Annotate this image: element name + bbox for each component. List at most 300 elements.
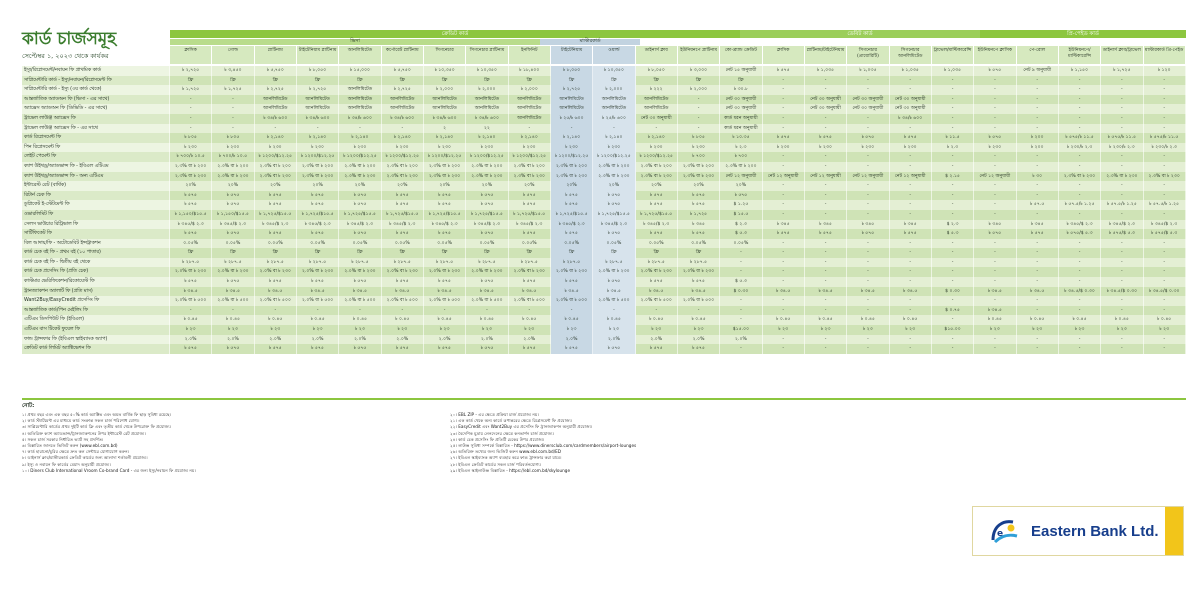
- table-cell: ২.০% বা ৳ ২৩০: [255, 267, 297, 277]
- table-cell: নেট ৩০ অনুযায়ী: [890, 95, 932, 105]
- table-cell: ৳ ১,৭২৫/$১৫.৫: [466, 210, 508, 220]
- table-cell: ২.০% বা ৳ ৫০০: [593, 296, 635, 306]
- table-cell: ৳ ৩৪৫: [974, 220, 1016, 230]
- table-cell: ৳ ০.৪৫: [805, 315, 847, 325]
- table-cell: ২.৩% বা ৳ ২০০: [678, 162, 720, 172]
- row-label: ডুপ্লিকেট ই-স্টেটমেন্ট ফি: [22, 200, 170, 210]
- table-cell: -: [1017, 239, 1059, 249]
- table-row: [22, 66, 1186, 76]
- table-cell: -: [1059, 85, 1101, 95]
- table-cell: ২.০% বা ৳ ৫০০: [466, 296, 508, 306]
- table-cell: -: [509, 306, 551, 316]
- table-cell: -: [1101, 248, 1143, 258]
- table-cell: -: [890, 344, 932, 354]
- bank-name: Eastern Bank Ltd.: [1031, 522, 1159, 540]
- table-cell: ৳ ৫৭৫: [974, 229, 1016, 239]
- table-cell: ৳ ৫৭৫: [170, 191, 212, 201]
- table-cell: ৳ ২,১৪০: [466, 133, 508, 143]
- table-cell: ৳ ২,৭২৫: [297, 85, 339, 95]
- note-line: ২৮। ইবিএল ক্রেডিট কার্ডের সকল চার্জ পরিবর্তনযোগ্য।: [450, 461, 542, 467]
- table-cell: ফ্রি: [382, 248, 424, 258]
- table-cell: ২.৩% বা ৳ ২০০: [339, 162, 381, 172]
- table-row: [22, 133, 1186, 143]
- table-cell: ৳ ০.৪৫: [636, 315, 678, 325]
- table-cell: ৳ ২৩০: [890, 143, 932, 153]
- table-cell: ৳ ২৩: [1059, 325, 1101, 335]
- notes-left-column: [22, 412, 442, 474]
- table-cell: -: [847, 335, 889, 345]
- table-cell: নেট ৩০ অনুযায়ী: [890, 104, 932, 114]
- table-cell: $ ৫.৩: [720, 277, 762, 287]
- note-line: ২৪। কার্ড চেক প্রসেসিং ফি প্রতিটি চেকের উপর প্রযোজ্য।: [450, 436, 545, 442]
- table-cell: ৳ ৫৭৫: [466, 229, 508, 239]
- table-cell: ৳ ১২০০/$১২.২৫: [636, 152, 678, 162]
- table-cell: ৳ ৫৭৫: [170, 344, 212, 354]
- table-cell: ৳ ৩৪.৫: [255, 287, 297, 297]
- row-label: পিন রিপ্লেসমেন্ট ফি: [22, 143, 170, 153]
- table-cell: -: [932, 114, 974, 124]
- table-cell: ৳ ০.৪৫: [212, 315, 254, 325]
- table-cell: ৳ ৫৭৫: [636, 191, 678, 201]
- table-cell: ৳ ৫৭৫: [382, 277, 424, 287]
- table-cell: ২.০% বা ৳ ৫০০: [678, 296, 720, 306]
- table-cell: ফ্রি: [339, 248, 381, 258]
- table-cell: -: [212, 114, 254, 124]
- table-cell: ২.০%: [255, 335, 297, 345]
- table-cell: -: [678, 95, 720, 105]
- table-cell: -: [1059, 76, 1101, 86]
- table-cell: ৳ ৩,৪৫০: [212, 66, 254, 76]
- table-row: [22, 114, 1186, 124]
- table-cell: -: [805, 306, 847, 316]
- table-cell: ২.০% বা ৳ ২৩০: [466, 267, 508, 277]
- table-cell: কার্ড ধরন অনুযায়ী: [720, 114, 762, 124]
- table-cell: -: [847, 85, 889, 95]
- table-cell: ৳ ৩৪৫: [890, 220, 932, 230]
- table-cell: -: [1144, 296, 1186, 306]
- table-cell: -: [1101, 181, 1143, 191]
- table-cell: -: [805, 200, 847, 210]
- table-cell: -: [170, 124, 212, 134]
- table-cell: নেট ১২ অনুযায়ী: [763, 172, 805, 182]
- table-cell: ৳ ৮০৫: [212, 133, 254, 143]
- table-cell: ৳ ১১.৫: [932, 133, 974, 143]
- table-cell: -: [890, 267, 932, 277]
- table-cell: ৳ ৫৭৫: [466, 191, 508, 201]
- table-cell: ৳ ২৮৭.৫: [382, 258, 424, 268]
- table-cell: ৳ ৫৭৫: [212, 277, 254, 287]
- table-cell: -: [1059, 267, 1101, 277]
- table-cell: ২.৩% বা ৳ ২৩০: [255, 172, 297, 182]
- table-cell: আনলিমিটেড: [466, 104, 508, 114]
- table-cell: ৳ ১২০: [1144, 66, 1186, 76]
- table-cell: ৳ ২৩০: [974, 143, 1016, 153]
- table-cell: ৳ ১,৭২৫: [170, 85, 212, 95]
- table-cell: -: [1101, 124, 1143, 134]
- table-cell: ৳ ২,০০০: [466, 85, 508, 95]
- table-cell: ২.৩% বা ৳ ২৩০: [509, 172, 551, 182]
- table-cell: ফ্রি: [170, 76, 212, 86]
- table-cell: আনলিমিটেড: [297, 95, 339, 105]
- table-cell: ৳ ৫৭৫: [339, 200, 381, 210]
- table-cell: ৳ ০.৪৫: [1059, 315, 1101, 325]
- table-cell: -: [720, 306, 762, 316]
- table-cell: ৳ ৩৪/৳ ৬০০: [466, 114, 508, 124]
- table-cell: ৳ ০.৪৫: [1144, 315, 1186, 325]
- table-cell: ২.৩% বা ৳ ২০০: [720, 162, 762, 172]
- table-cell: নেট ৩০ অনুযায়ী: [847, 104, 889, 114]
- table-cell: ৳ ৫৭৫: [551, 229, 593, 239]
- table-cell: ৳ ২,৭২৫: [255, 85, 297, 95]
- table-cell: ২.০%: [382, 335, 424, 345]
- table-cell: -: [1144, 239, 1186, 249]
- table-cell: -: [1059, 114, 1101, 124]
- table-cell: ৳ ৫৭৫: [297, 191, 339, 201]
- table-cell: -: [339, 124, 381, 134]
- table-cell: -: [1144, 124, 1186, 134]
- table-cell: ৳ ২০০: [1017, 133, 1059, 143]
- table-row: [22, 315, 1186, 325]
- table-cell: ৳ ২৩০: [847, 143, 889, 153]
- table-cell: আনলিমিটেড: [339, 95, 381, 105]
- table-cell: ৳ ৭০০: [720, 152, 762, 162]
- table-cell: -: [1059, 181, 1101, 191]
- table-cell: -: [1017, 296, 1059, 306]
- table-cell: ৳ ৫৭৫/৳ ১১.৫: [1144, 133, 1186, 143]
- table-cell: নেট ৩০ অনুযায়ী: [720, 104, 762, 114]
- table-cell: ৳ ৫৭৫: [551, 200, 593, 210]
- table-cell: ২.০% বা ৳ ২৩০: [424, 267, 466, 277]
- table-cell: -: [212, 95, 254, 105]
- table-cell: -: [974, 277, 1016, 287]
- table-cell: -: [974, 85, 1016, 95]
- table-cell: ৳ ২৮৭.৫: [424, 258, 466, 268]
- table-cell: -: [1017, 85, 1059, 95]
- table-cell: আনলিমিটেড: [593, 104, 635, 114]
- note-line: ২৭। ইবিএল স্কাইব্যাংক অ্যাপ ব্যবহার করে ফান্ড ট্রান্সফার করা যাবে।: [450, 455, 562, 461]
- table-cell: ৳ ১,০৩৫: [890, 66, 932, 76]
- table-cell: ৳ ৫৭৫: [763, 133, 805, 143]
- table-cell: আনলিমিটেড: [255, 104, 297, 114]
- column-header: ইউনিয়নপে প্লাটিনাম: [678, 46, 720, 64]
- table-cell: -: [890, 76, 932, 86]
- table-cell: $ ২.১৫: [932, 172, 974, 182]
- table-cell: -: [1144, 76, 1186, 86]
- row-label: ট্রানজ্যাকশন অ্যালার্ট ফি (প্রতি মাস): [22, 287, 170, 297]
- table-cell: -: [1017, 124, 1059, 134]
- table-cell: ৳ ৫৭৫/৳ ১১.৫: [1059, 133, 1101, 143]
- table-cell: ২.৩% বা ৳ ২৩০: [636, 172, 678, 182]
- table-cell: ৳ ৩৪৫/$ ২.৩: [1101, 220, 1143, 230]
- table-cell: ৳ ৫৭৫: [678, 344, 720, 354]
- table-cell: ৳ ৫৭.৫/৳ ১.২৫: [1101, 200, 1143, 210]
- table-cell: -: [1144, 162, 1186, 172]
- table-cell: -: [1101, 210, 1143, 220]
- table-cell: ৳ ১২০০/$১২.২৫: [382, 152, 424, 162]
- table-cell: ৳ ৩৪.৫: [424, 287, 466, 297]
- table-cell: ফ্রি: [255, 76, 297, 86]
- table-cell: -: [805, 258, 847, 268]
- column-header: প্লাটিনাম: [255, 46, 297, 64]
- table-cell: -: [847, 239, 889, 249]
- row-label: সেলস ভাউচার রিট্রিভাল ফি: [22, 220, 170, 230]
- table-cell: -: [805, 239, 847, 249]
- table-cell: ২.০%: [509, 335, 551, 345]
- table-cell: -: [805, 76, 847, 86]
- table-cell: -: [1101, 258, 1143, 268]
- table-row: [22, 172, 1186, 182]
- table-cell: ২.০%: [678, 335, 720, 345]
- table-cell: ৳ ২৩০: [678, 143, 720, 153]
- table-cell: -: [974, 248, 1016, 258]
- table-cell: -: [932, 124, 974, 134]
- row-label: কাস্টমার ভেরিফিকেশন/রিকোয়েস্ট ফি: [22, 277, 170, 287]
- table-cell: ৳ ১,৭২৫/$১৫.৫: [593, 210, 635, 220]
- table-cell: ৳ ২৩: [636, 325, 678, 335]
- table-cell: -: [1144, 95, 1186, 105]
- table-cell: ২২: [466, 124, 508, 134]
- table-cell: -: [890, 306, 932, 316]
- row-label: ট্রাভেল লাউঞ্জ অ্যাক্সেস ফি - এর সাথে: [22, 124, 170, 134]
- table-cell: ৳ ৩৪.৫/$ ০.৩০: [1101, 287, 1143, 297]
- table-cell: ২০%: [297, 181, 339, 191]
- table-cell: -: [678, 114, 720, 124]
- table-cell: -: [1101, 267, 1143, 277]
- table-cell: -: [1017, 306, 1059, 316]
- table-cell: ২.৩% বা ৳ ২০০: [170, 162, 212, 172]
- table-cell: -: [678, 104, 720, 114]
- note-line: ৯। ইস্যু ও নবায়ন ফি কার্ডের মেয়াদ অনুযায়ী প্রযোজ্য।: [22, 461, 111, 467]
- note-line: ৩। সাপ্লিমেন্টারি কার্ডের প্রথম দুইটি কার্ড ফ্রি এবং তৃতীয় কার্ড থেকে উপরোক্ত ফি প্রযোজ্য।: [22, 424, 172, 430]
- table-cell: ২.৩% বা ৳ ২০০: [551, 162, 593, 172]
- table-cell: -: [509, 124, 551, 134]
- table-cell: $ ৫.৩: [720, 229, 762, 239]
- table-cell: ৳ ৩৪৫/$ ২.৩: [1059, 220, 1101, 230]
- table-cell: -: [212, 124, 254, 134]
- table-cell: ৳ ২৮৭.৫: [678, 258, 720, 268]
- table-cell: -: [1144, 258, 1186, 268]
- table-cell: ৳ ৫৭৫: [678, 277, 720, 287]
- table-cell: নেট ১২ অনুযায়ী: [890, 172, 932, 182]
- table-cell: ৳ ৫৭৫: [382, 191, 424, 201]
- table-cell: ২.৩% বা ৳ ২০০: [382, 162, 424, 172]
- table-cell: -: [720, 344, 762, 354]
- table-cell: -: [974, 95, 1016, 105]
- table-cell: -: [382, 306, 424, 316]
- table-cell: ৳ ৩৪.৫: [890, 287, 932, 297]
- table-cell: -: [974, 76, 1016, 86]
- row-label: সার্টিফিকেট ফি: [22, 229, 170, 239]
- table-cell: -: [932, 181, 974, 191]
- table-cell: ৳ ২২২: [636, 85, 678, 95]
- table-cell: ০.০৫%: [509, 239, 551, 249]
- table-cell: ৳ ২৩: [974, 325, 1016, 335]
- table-cell: আনলিমিটেড: [339, 104, 381, 114]
- table-cell: নেট ৩০ অনুযায়ী: [720, 95, 762, 105]
- table-cell: আনলিমিটেড: [551, 104, 593, 114]
- table-cell: -: [932, 85, 974, 95]
- table-cell: ৳ ৩৪.৫: [974, 287, 1016, 297]
- table-cell: নেট ৩০ অনুযায়ী: [636, 114, 678, 124]
- table-cell: -: [763, 191, 805, 201]
- table-cell: -: [763, 258, 805, 268]
- column-header: সিগনেচার প্লাটিনাম: [466, 46, 508, 64]
- table-cell: -: [763, 85, 805, 95]
- column-header: সিগনেচার আনলিমিটেড: [890, 46, 932, 64]
- note-line: ১০। Diners Club International Vroom Co-brand Card - এর জন্য ইস্যু/নবায়ন ফি প্রযোজ্য নয়।: [22, 467, 196, 473]
- column-header: টাইটেনিয়াম প্লাটিনাম: [297, 46, 339, 64]
- note-line: ২। কার্ড স্ট্যাটমেন্ট এর মাধ্যমে কার্ড সংক্রান্ত সকল চার্জ পরিশোধ যোগ্য।: [22, 418, 140, 424]
- table-cell: ৳ ৮,০৫০: [636, 66, 678, 76]
- table-cell: ৳ ০.৪৫: [763, 315, 805, 325]
- table-cell: ৳ ১০,৩৫০: [466, 66, 508, 76]
- table-cell: ৳ ৩৪.৫: [636, 287, 678, 297]
- table-cell: ৳ ২,১৪০: [593, 133, 635, 143]
- table-cell: -: [170, 95, 212, 105]
- table-cell: -: [805, 210, 847, 220]
- table-cell: ৳ ৩৪৫: [678, 220, 720, 230]
- table-cell: ৳ ২৩০: [805, 143, 847, 153]
- table-cell: ৳ ৮,০৫০: [297, 66, 339, 76]
- table-cell: -: [1059, 104, 1101, 114]
- table-cell: -: [805, 114, 847, 124]
- table-cell: -: [763, 344, 805, 354]
- row-label: কার্ড চেক বই ফি - প্রথম বই (১০ পাতার): [22, 248, 170, 258]
- page-title: কার্ড চার্জসমূহ: [22, 29, 117, 49]
- table-cell: -: [763, 76, 805, 86]
- table-cell: -: [805, 277, 847, 287]
- bank-logo-card: [972, 506, 1184, 556]
- table-row: [22, 248, 1186, 258]
- table-cell: ৳ ২০০: [1017, 143, 1059, 153]
- table-cell: ৳ ০.৪৫: [255, 315, 297, 325]
- table-cell: -: [932, 200, 974, 210]
- table-cell: ২.৩% বা ৳ ২০০: [466, 162, 508, 172]
- table-cell: ৳ ২.৩: [932, 143, 974, 153]
- table-cell: ফ্রি: [593, 76, 635, 86]
- table-cell: -: [932, 335, 974, 345]
- table-cell: আনলিমিটেড: [297, 104, 339, 114]
- table-cell: ৳ ৫৭৫: [424, 200, 466, 210]
- table-cell: -: [1059, 162, 1101, 172]
- table-cell: ৳ ৩৪৫/$ ২.৩: [636, 220, 678, 230]
- column-header: ট্রাভেল/মাল্টিকারেন্সি: [932, 46, 974, 64]
- table-cell: ৳ ২৫/৳ ৬০০: [593, 114, 635, 124]
- table-cell: ৳ ৩৪৫: [847, 220, 889, 230]
- svg-text:e: e: [997, 529, 1004, 539]
- table-cell: ৳ ২৩: [509, 325, 551, 335]
- table-cell: ৳ ৩৪৫: [805, 220, 847, 230]
- table-cell: ০.০৫%: [466, 239, 508, 249]
- table-cell: ৳ ৫৭৫: [763, 229, 805, 239]
- table-cell: $ ০.৭৫: [932, 306, 974, 316]
- table-cell: ২.৩% বা ৳ ২৩০: [382, 172, 424, 182]
- table-cell: ৳ ২৮৭.৫: [297, 258, 339, 268]
- table-cell: ২০%: [424, 181, 466, 191]
- table-cell: ৳ ২৩০/৳ ২.৩: [1144, 143, 1186, 153]
- table-cell: ৳ ২,১৪০: [297, 133, 339, 143]
- table-cell: আনলিমিটেড: [424, 104, 466, 114]
- table-cell: ৳ ৩৪.৫/$ ০.৩০: [1144, 287, 1186, 297]
- column-header: টাইটেনিয়াম: [551, 46, 593, 64]
- table-cell: $ ১.২৫: [720, 200, 762, 210]
- table-cell: -: [382, 124, 424, 134]
- table-cell: ৳ ৩৪/৳ ৬০০: [339, 114, 381, 124]
- table-cell: -: [890, 258, 932, 268]
- table-cell: ৳ ২৩: [805, 325, 847, 335]
- table-cell: -: [1059, 95, 1101, 105]
- table-cell: ৳ ৫৭৫: [593, 200, 635, 210]
- table-cell: -: [932, 296, 974, 306]
- table-cell: ফ্রি: [382, 76, 424, 86]
- table-cell: ৳ ৫৭৫: [593, 344, 635, 354]
- table-cell: ৳ ৫৭৫: [805, 133, 847, 143]
- table-cell: -: [1059, 152, 1101, 162]
- column-headers: [170, 46, 1186, 64]
- charges-table: [22, 66, 1186, 354]
- table-cell: ৳ ৫৭৫: [551, 344, 593, 354]
- table-cell: -: [1059, 239, 1101, 249]
- table-cell: ৳ ৫৭৫: [297, 229, 339, 239]
- table-cell: -: [890, 124, 932, 134]
- table-cell: ৳ ৮,০৫০: [551, 66, 593, 76]
- row-label: কার্ড রিপ্লেসমেন্ট ফি: [22, 133, 170, 143]
- table-cell: -: [763, 248, 805, 258]
- table-cell: -: [593, 124, 635, 134]
- table-cell: ২০%: [339, 181, 381, 191]
- table-cell: ৳ ২,১৪০: [382, 133, 424, 143]
- table-cell: -: [170, 114, 212, 124]
- table-cell: ৳ ৫৭৫: [509, 229, 551, 239]
- table-cell: আনলিমিটেড: [509, 114, 551, 124]
- table-row: [22, 124, 1186, 134]
- table-cell: ২০%: [593, 181, 635, 191]
- table-cell: ৳ ২,১৪০: [509, 133, 551, 143]
- table-cell: ০.০৫%: [170, 239, 212, 249]
- table-cell: নেট ৩০ অনুযায়ী: [847, 95, 889, 105]
- table-cell: ০.০৫%: [382, 239, 424, 249]
- table-cell: ৳ ৫৭৫: [255, 191, 297, 201]
- column-header: ইউনিয়নপে/মাল্টিকারেন্সি: [1059, 46, 1101, 64]
- table-cell: ২০%: [466, 181, 508, 191]
- table-cell: ৳ ৩৪৫: [1017, 220, 1059, 230]
- note-line: ২৩। বৈদেশিক মুদ্রায় লেনদেনের ক্ষেত্রে কনভার্শন চার্জ প্রযোজ্য।: [450, 430, 554, 436]
- table-cell: ৳ ১৮,৪০০: [509, 66, 551, 76]
- table-cell: -: [847, 296, 889, 306]
- table-cell: ২.০% বা ৳ ৫০০: [255, 296, 297, 306]
- row-label: সাপ্লিমেন্টারি কার্ড - ইস্যু/নবায়ন/রিপ্লেসমেন্ট ফি: [22, 76, 170, 86]
- table-cell: ২.০%: [297, 335, 339, 345]
- table-cell: -: [890, 248, 932, 258]
- table-cell: -: [890, 85, 932, 95]
- table-cell: ৳ ২৩০: [509, 143, 551, 153]
- table-cell: ৳ ৫৭৫: [593, 229, 635, 239]
- table-cell: ৳ ৩৪.৫: [593, 287, 635, 297]
- ebl-logo-icon: [987, 514, 1021, 548]
- table-cell: -: [1144, 181, 1186, 191]
- table-cell: -: [805, 162, 847, 172]
- table-cell: ৳ ১২০০/$১২.২৫: [551, 152, 593, 162]
- table-cell: -: [1144, 152, 1186, 162]
- table-cell: ৳ ২৮৭.৫: [170, 258, 212, 268]
- table-cell: ৳ ৫৭৫: [255, 344, 297, 354]
- note-line: ২৬। অতিরিক্ত তথ্যের জন্য ভিজিট করুন www.ebl.com.bd/ED: [450, 449, 561, 455]
- table-cell: ৳ ৩৪.৫/$ ০.৩০: [1059, 287, 1101, 297]
- table-cell: ৳ ৫৭৫: [255, 229, 297, 239]
- table-cell: ২.০%: [424, 335, 466, 345]
- table-cell: নেট ১৫ অনুযায়ী: [720, 66, 762, 76]
- table-cell: ২.০% বা ৳ ৫০০: [509, 296, 551, 306]
